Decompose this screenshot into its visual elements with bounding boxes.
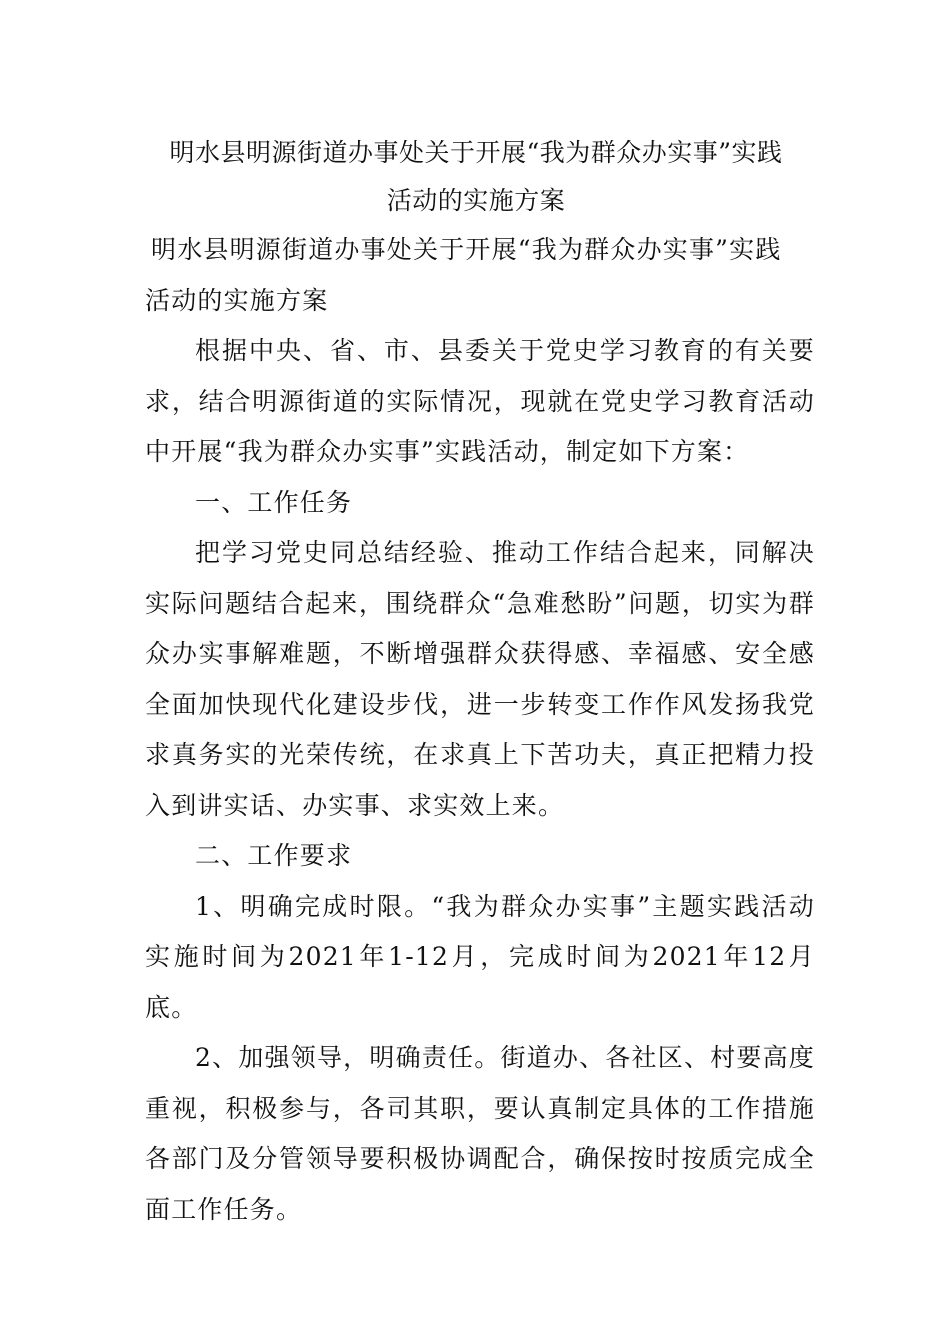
document-title-line-1: 明水县明源街道办事处关于开展“我为群众办实事”实践 <box>169 138 783 167</box>
document-body <box>145 225 815 1235</box>
document-subtitle-line-1: 明水县明源街道办事处关于开展“我为群众办实事”实践 <box>151 235 782 264</box>
document-title-line-2: 活动的实施方案 <box>386 186 566 215</box>
requirement-item-1: 1、明确完成时限。“我为群众办实事”主题实践活动实施时间为2021年1-12月，完成时间为2021年12月底。 <box>145 891 815 1022</box>
section-1-paragraph: 把学习党史同总结经验、推动工作结合起来，同解决实际问题结合起来，围绕群众“急难愁盼”问题，切实为群众办实事解难题，不断增强群众获得感、幸福感、安全感全面加快现代化建设步伐，进一步转变工作作风发扬我党求真务实的光荣传统，在求真上下苦功夫，真正把精力投入到讲实话、办实事、求实效上来。 <box>145 538 815 820</box>
section-1-heading: 一、工作任务 <box>195 487 353 517</box>
document-subtitle <box>145 225 815 326</box>
section-2-heading: 二、工作要求 <box>195 841 353 870</box>
requirement-item-2: 2、加强领导，明确责任。街道办、各社区、村要高度重视，积极参与，各司其职，要认真制定具体的工作措施各部门及分管领导要积极协调配合，确保按时按质完成全面工作任务。 <box>145 1043 815 1224</box>
document-subtitle-line-2: 活动的实施方案 <box>145 285 329 315</box>
intro-paragraph: 根据中央、省、市、县委关于党史学习教育的有关要求，结合明源街道的实际情况，现就在党史学习教育活动中开展“我为群众办实事”实践活动，制定如下方案： <box>145 336 815 466</box>
